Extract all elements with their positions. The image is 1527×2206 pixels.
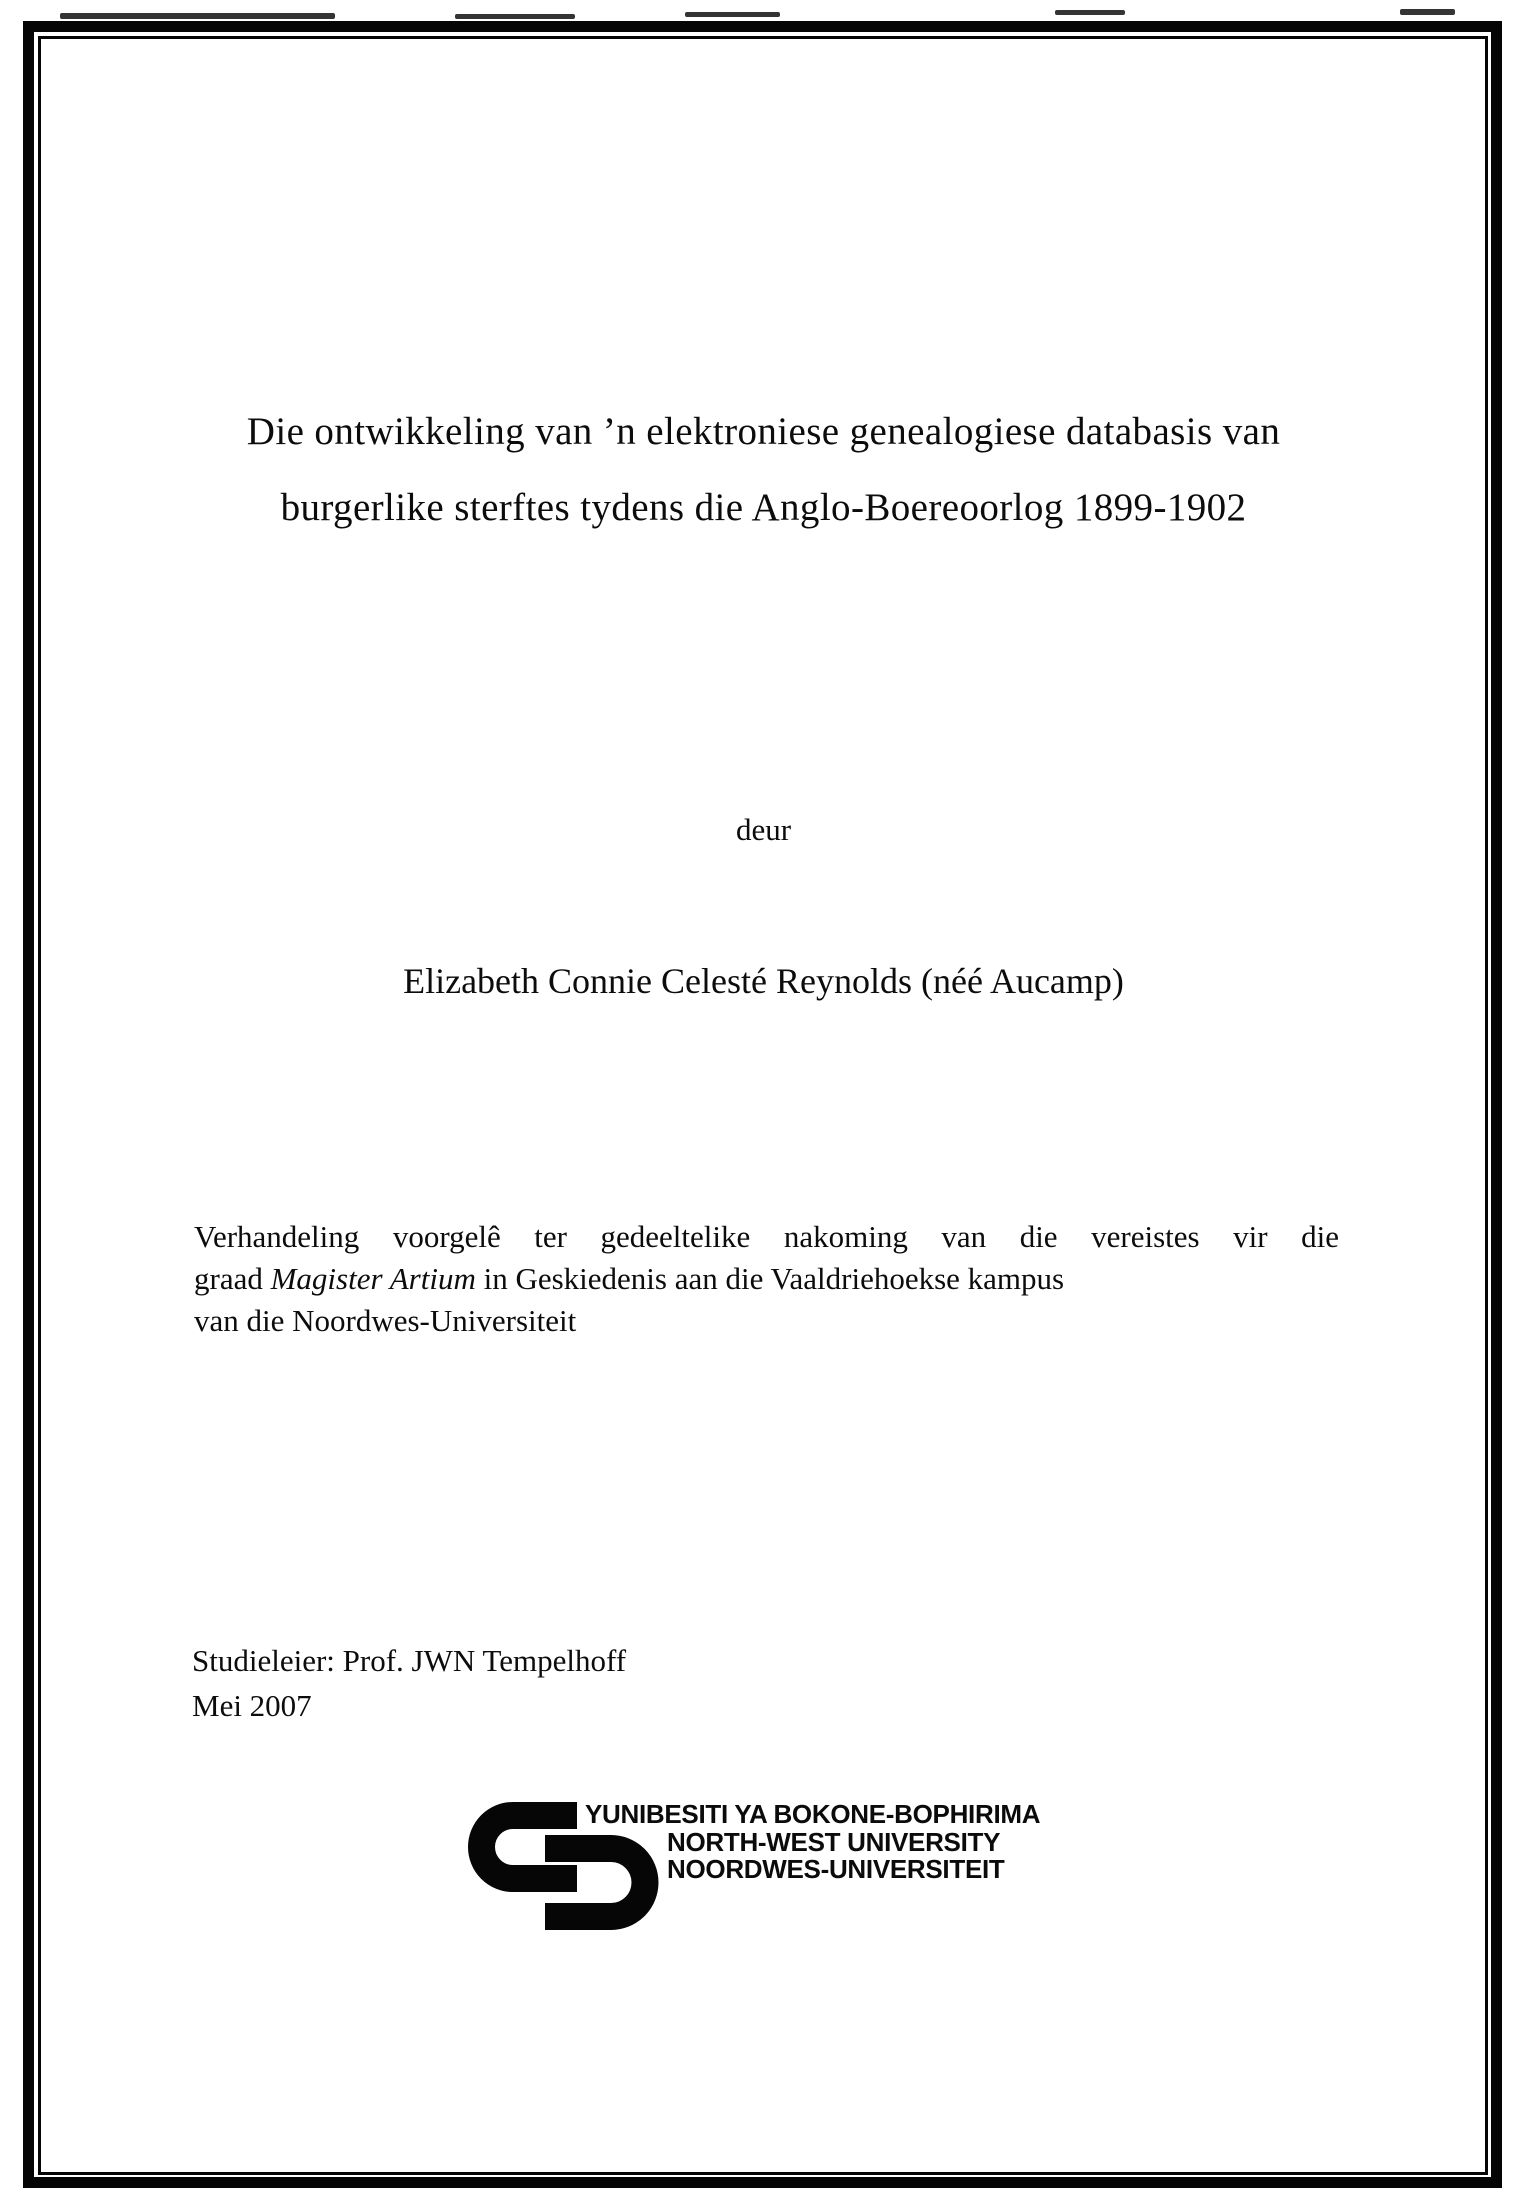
scan-artifact	[1055, 10, 1125, 15]
scan-artifact	[60, 13, 335, 19]
scan-artifact	[685, 12, 780, 17]
supervisor-line: Studieleier: Prof. JWN Tempelhoff	[192, 1643, 627, 1678]
degree-statement-line-2	[194, 1258, 1339, 1300]
university-name-english: NORTH-WEST UNIVERSITY	[667, 1826, 1001, 1857]
supervisor-block	[192, 1638, 626, 1728]
university-wordmark	[585, 1801, 1040, 1884]
byline-word: deur	[735, 812, 792, 847]
university-name-setswana: YUNIBESITI YA BOKONE-BOPHIRIMA	[585, 1799, 1041, 1829]
scan-artifact	[455, 14, 575, 19]
degree-name-italic: Magister Artium	[270, 1261, 476, 1296]
thesis-title-line-1: Die ontwikkeling van ’n elektroniese genealogiese databasis van	[246, 410, 1281, 453]
date-line: Mei 2007	[192, 1688, 312, 1723]
statement-text-pre: graad	[194, 1261, 271, 1296]
author-name: Elizabeth Connie Celesté Reynolds (néé Aucamp)	[403, 961, 1124, 1001]
degree-statement	[194, 1216, 1339, 1342]
thesis-title-line-2: burgerlike sterftes tydens die Anglo-Boereoorlog 1899-1902	[280, 486, 1247, 529]
thesis-title	[0, 394, 1527, 546]
university-name-afrikaans: NOORDWES-UNIVERSITEIT	[667, 1854, 1005, 1884]
degree-statement-line-3: van die Noordwes-Universiteit	[194, 1303, 577, 1338]
statement-text-post: in Geskiedenis aan die Vaaldriehoekse kampus	[475, 1261, 1065, 1296]
degree-statement-line-1: Verhandeling voorgelê ter gedeeltelike nakoming van die vereistes vir die	[194, 1219, 1339, 1254]
scan-artifact	[1400, 9, 1455, 15]
